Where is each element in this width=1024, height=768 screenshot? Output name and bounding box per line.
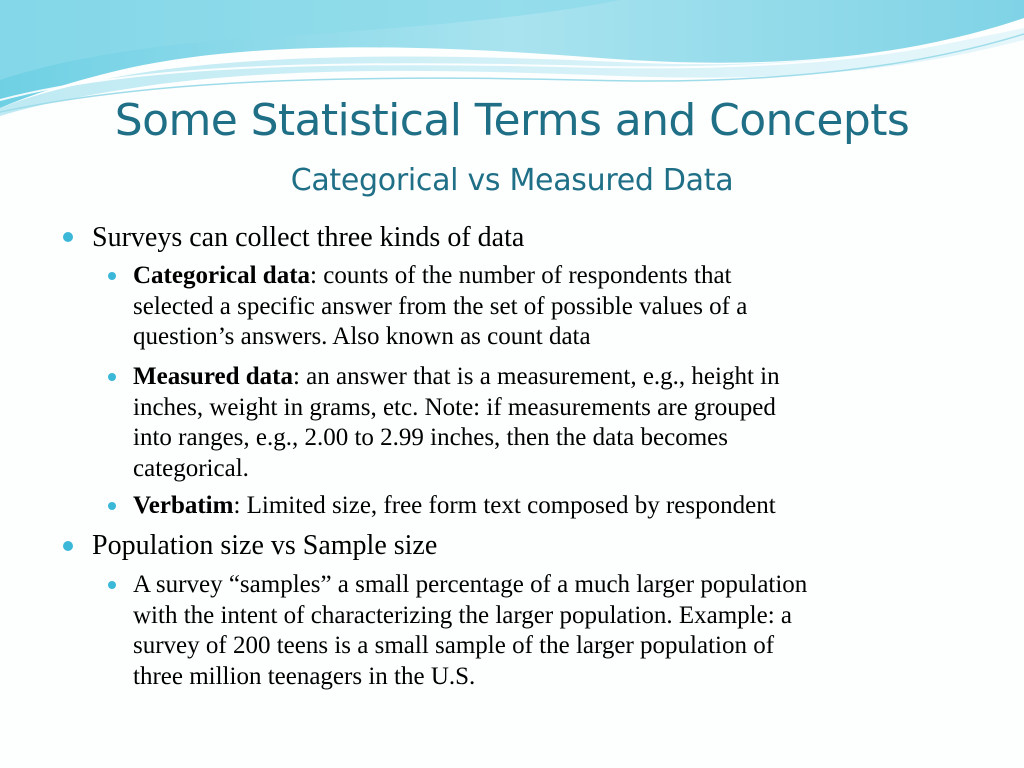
sub-bullet-categorical [133, 261, 973, 353]
page-subtitle: Categorical vs Measured Data [290, 163, 734, 198]
samples-line-4: three million teenagers in the U.S. [133, 662, 476, 690]
categorical-line-2: selected a specific answer from the set of possible values of a [133, 292, 748, 320]
bullet-population: Population size vs Sample size [92, 530, 438, 561]
measured-line-2: inches, weight in grams, etc. Note: if measurements are grouped [133, 393, 776, 421]
measured-line-3: into ranges, e.g., 2.00 to 2.99 inches, then the data becomes [133, 424, 728, 451]
page-title: Some Statistical Terms and Concepts [114, 95, 910, 146]
samples-line-2: with the intent of characterizing the larger population. Example: a [133, 601, 793, 629]
sub-bullet-verbatim [133, 491, 973, 522]
categorical-line-1: : counts of the number of respondents that [310, 262, 732, 289]
term-verbatim: Verbatim [133, 492, 234, 519]
measured-line-1: : an answer that is a measurement, e.g., height in [292, 363, 780, 390]
term-measured: Measured data [133, 363, 293, 390]
sub-bullet-dot-icon [108, 373, 116, 381]
term-categorical: Categorical data [133, 262, 311, 289]
bullet-dot-icon [63, 541, 73, 551]
bullet-surveys: Surveys can collect three kinds of data [92, 222, 525, 253]
verbatim-line-1: : Limited size, free form text composed by respondent [233, 492, 776, 519]
sub-bullet-measured [133, 362, 973, 484]
samples-line-3: survey of 200 teens is a small sample of the larger population of [133, 632, 775, 659]
measured-line-4: categorical. [133, 454, 249, 482]
sub-bullet-survey-samples [133, 570, 973, 692]
sub-bullet-dot-icon [108, 581, 116, 589]
categorical-line-3: question’s answers. Also known as count data [133, 323, 591, 350]
sub-bullet-dot-icon [108, 272, 116, 280]
sub-bullet-dot-icon [108, 502, 116, 510]
samples-line-1: A survey “samples” a small percentage of a much larger population [133, 571, 808, 598]
bullet-dot-icon [63, 232, 73, 242]
